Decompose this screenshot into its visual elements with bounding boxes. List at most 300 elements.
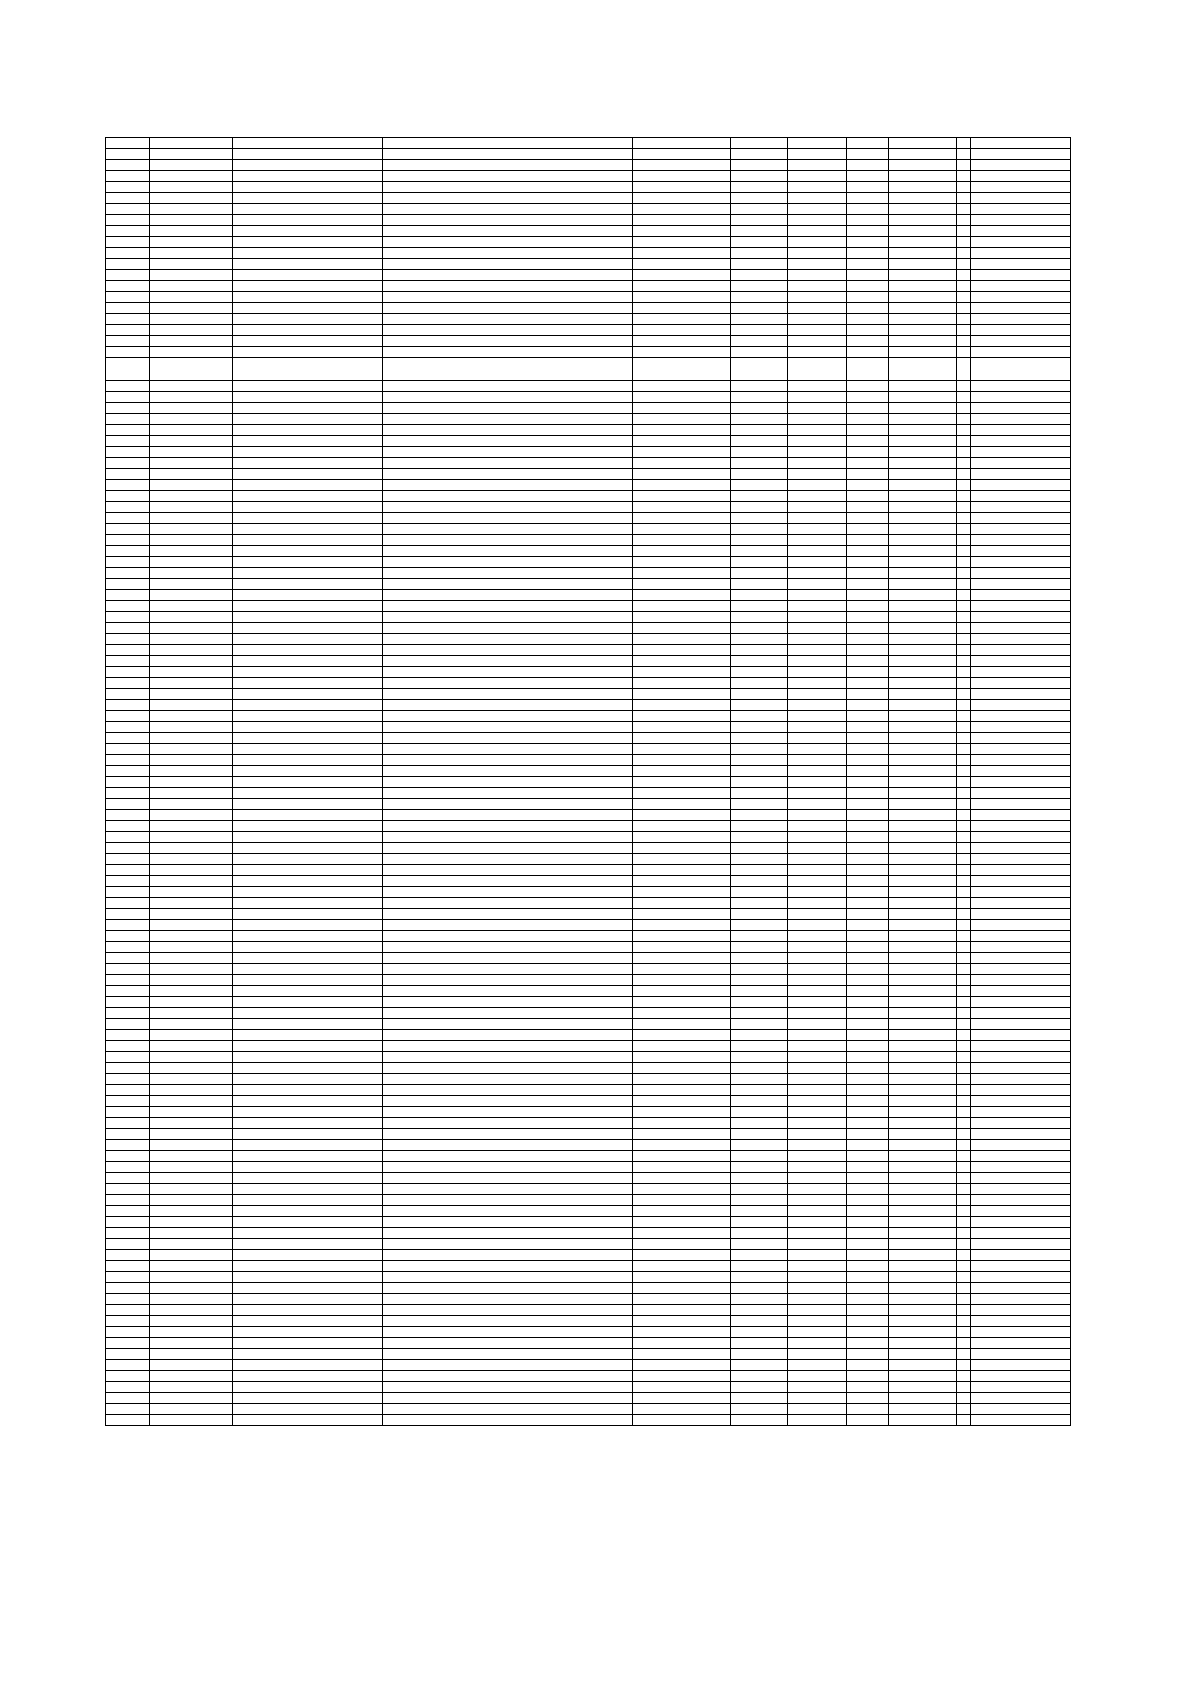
cell-c11 xyxy=(971,865,1071,876)
cell-c3 xyxy=(233,1338,383,1349)
table-row xyxy=(106,281,1071,292)
cell-c3 xyxy=(233,689,383,700)
cell-c11 xyxy=(971,237,1071,248)
cell-c1 xyxy=(106,1074,150,1085)
cell-c11 xyxy=(971,215,1071,226)
cell-c2 xyxy=(150,733,233,744)
cell-c6 xyxy=(731,1030,788,1041)
cell-c1 xyxy=(106,1250,150,1261)
cell-c4 xyxy=(383,138,633,149)
cell-c8 xyxy=(847,1052,889,1063)
cell-c4 xyxy=(383,788,633,799)
cell-c9 xyxy=(889,1107,957,1118)
cell-c4 xyxy=(383,1162,633,1173)
cell-c6 xyxy=(731,215,788,226)
cell-c10 xyxy=(957,766,971,777)
cell-c5 xyxy=(633,314,731,325)
cell-c5 xyxy=(633,403,731,414)
cell-c2 xyxy=(150,325,233,336)
cell-c7 xyxy=(788,425,847,436)
cell-c5 xyxy=(633,502,731,513)
cell-c11 xyxy=(971,1217,1071,1228)
cell-c5 xyxy=(633,182,731,193)
cell-c10 xyxy=(957,1371,971,1382)
cell-c10 xyxy=(957,248,971,259)
cell-c11 xyxy=(971,1294,1071,1305)
cell-c10 xyxy=(957,226,971,237)
cell-c5 xyxy=(633,722,731,733)
cell-c2 xyxy=(150,865,233,876)
cell-c1 xyxy=(106,325,150,336)
cell-c10 xyxy=(957,920,971,931)
cell-c9 xyxy=(889,546,957,557)
cell-c1 xyxy=(106,1283,150,1294)
cell-c9 xyxy=(889,491,957,502)
cell-c10 xyxy=(957,601,971,612)
cell-c4 xyxy=(383,865,633,876)
cell-c3 xyxy=(233,1151,383,1162)
cell-c1 xyxy=(106,535,150,546)
table-row xyxy=(106,865,1071,876)
cell-c8 xyxy=(847,810,889,821)
cell-c4 xyxy=(383,656,633,667)
cell-c4 xyxy=(383,513,633,524)
cell-c3 xyxy=(233,1206,383,1217)
cell-c5 xyxy=(633,1316,731,1327)
cell-c11 xyxy=(971,755,1071,766)
cell-c11 xyxy=(971,1096,1071,1107)
cell-c4 xyxy=(383,237,633,248)
cell-c3 xyxy=(233,1173,383,1184)
cell-c5 xyxy=(633,204,731,215)
table-row xyxy=(106,777,1071,788)
table-row xyxy=(106,138,1071,149)
cell-c4 xyxy=(383,226,633,237)
cell-c9 xyxy=(889,336,957,347)
cell-c6 xyxy=(731,568,788,579)
cell-c6 xyxy=(731,358,788,381)
cell-c2 xyxy=(150,1052,233,1063)
cell-c3 xyxy=(233,392,383,403)
cell-c3 xyxy=(233,810,383,821)
table-row xyxy=(106,909,1071,920)
cell-c9 xyxy=(889,1140,957,1151)
cell-c2 xyxy=(150,1239,233,1250)
table-row xyxy=(106,325,1071,336)
cell-c9 xyxy=(889,381,957,392)
cell-c3 xyxy=(233,1184,383,1195)
cell-c5 xyxy=(633,469,731,480)
cell-c4 xyxy=(383,821,633,832)
cell-c1 xyxy=(106,964,150,975)
cell-c2 xyxy=(150,568,233,579)
table-row xyxy=(106,491,1071,502)
cell-c3 xyxy=(233,1217,383,1228)
cell-c4 xyxy=(383,458,633,469)
cell-c5 xyxy=(633,1371,731,1382)
cell-c6 xyxy=(731,964,788,975)
cell-c5 xyxy=(633,733,731,744)
table-row xyxy=(106,248,1071,259)
cell-c5 xyxy=(633,347,731,358)
cell-c5 xyxy=(633,1305,731,1316)
cell-c7 xyxy=(788,1151,847,1162)
cell-c3 xyxy=(233,1250,383,1261)
cell-c7 xyxy=(788,1283,847,1294)
cell-c1 xyxy=(106,1195,150,1206)
cell-c5 xyxy=(633,865,731,876)
cell-c7 xyxy=(788,1129,847,1140)
cell-c8 xyxy=(847,799,889,810)
cell-c2 xyxy=(150,347,233,358)
cell-c11 xyxy=(971,1261,1071,1272)
cell-c4 xyxy=(383,469,633,480)
cell-c8 xyxy=(847,392,889,403)
cell-c9 xyxy=(889,832,957,843)
cell-c10 xyxy=(957,425,971,436)
cell-c1 xyxy=(106,623,150,634)
cell-c5 xyxy=(633,1228,731,1239)
cell-c10 xyxy=(957,634,971,645)
cell-c11 xyxy=(971,1052,1071,1063)
cell-c6 xyxy=(731,876,788,887)
cell-c9 xyxy=(889,1272,957,1283)
cell-c8 xyxy=(847,1030,889,1041)
cell-c8 xyxy=(847,303,889,314)
cell-c3 xyxy=(233,425,383,436)
cell-c4 xyxy=(383,325,633,336)
cell-c11 xyxy=(971,292,1071,303)
cell-c5 xyxy=(633,975,731,986)
cell-c3 xyxy=(233,204,383,215)
table-row xyxy=(106,204,1071,215)
cell-c6 xyxy=(731,1294,788,1305)
cell-c4 xyxy=(383,744,633,755)
cell-c8 xyxy=(847,557,889,568)
cell-c11 xyxy=(971,491,1071,502)
cell-c11 xyxy=(971,744,1071,755)
cell-c1 xyxy=(106,777,150,788)
cell-c3 xyxy=(233,557,383,568)
cell-c5 xyxy=(633,1195,731,1206)
cell-c8 xyxy=(847,182,889,193)
cell-c9 xyxy=(889,689,957,700)
cell-c8 xyxy=(847,314,889,325)
cell-c5 xyxy=(633,458,731,469)
table-row xyxy=(106,590,1071,601)
cell-c10 xyxy=(957,414,971,425)
cell-c11 xyxy=(971,942,1071,953)
cell-c5 xyxy=(633,1096,731,1107)
cell-c2 xyxy=(150,204,233,215)
cell-c5 xyxy=(633,667,731,678)
cell-c9 xyxy=(889,1371,957,1382)
cell-c9 xyxy=(889,711,957,722)
cell-c7 xyxy=(788,535,847,546)
cell-c7 xyxy=(788,458,847,469)
cell-c10 xyxy=(957,193,971,204)
cell-c4 xyxy=(383,920,633,931)
cell-c4 xyxy=(383,215,633,226)
cell-c11 xyxy=(971,568,1071,579)
cell-c11 xyxy=(971,854,1071,865)
cell-c2 xyxy=(150,744,233,755)
cell-c5 xyxy=(633,1151,731,1162)
cell-c2 xyxy=(150,788,233,799)
cell-c1 xyxy=(106,1349,150,1360)
cell-c6 xyxy=(731,314,788,325)
cell-c10 xyxy=(957,931,971,942)
cell-c10 xyxy=(957,1283,971,1294)
cell-c2 xyxy=(150,381,233,392)
cell-c9 xyxy=(889,920,957,931)
cell-c7 xyxy=(788,579,847,590)
cell-c5 xyxy=(633,876,731,887)
cell-c4 xyxy=(383,711,633,722)
cell-c1 xyxy=(106,259,150,270)
cell-c10 xyxy=(957,557,971,568)
cell-c9 xyxy=(889,667,957,678)
cell-c8 xyxy=(847,843,889,854)
table-row xyxy=(106,1239,1071,1250)
cell-c2 xyxy=(150,1206,233,1217)
cell-c7 xyxy=(788,1338,847,1349)
cell-c11 xyxy=(971,193,1071,204)
table-row xyxy=(106,1129,1071,1140)
cell-c2 xyxy=(150,557,233,568)
cell-c7 xyxy=(788,997,847,1008)
cell-c5 xyxy=(633,1206,731,1217)
cell-c7 xyxy=(788,193,847,204)
cell-c11 xyxy=(971,931,1071,942)
cell-c7 xyxy=(788,480,847,491)
cell-c2 xyxy=(150,1404,233,1415)
cell-c11 xyxy=(971,1382,1071,1393)
cell-c4 xyxy=(383,314,633,325)
cell-c7 xyxy=(788,160,847,171)
cell-c10 xyxy=(957,1272,971,1283)
cell-c3 xyxy=(233,1371,383,1382)
cell-c5 xyxy=(633,358,731,381)
cell-c2 xyxy=(150,447,233,458)
cell-c5 xyxy=(633,568,731,579)
cell-c2 xyxy=(150,414,233,425)
cell-c5 xyxy=(633,414,731,425)
cell-c7 xyxy=(788,392,847,403)
cell-c6 xyxy=(731,160,788,171)
cell-c3 xyxy=(233,491,383,502)
cell-c11 xyxy=(971,898,1071,909)
cell-c4 xyxy=(383,193,633,204)
cell-c11 xyxy=(971,336,1071,347)
cell-c7 xyxy=(788,358,847,381)
cell-c7 xyxy=(788,1019,847,1030)
cell-c5 xyxy=(633,1129,731,1140)
cell-c1 xyxy=(106,1129,150,1140)
cell-c6 xyxy=(731,821,788,832)
cell-c9 xyxy=(889,997,957,1008)
cell-c1 xyxy=(106,193,150,204)
cell-c6 xyxy=(731,182,788,193)
table-row xyxy=(106,1041,1071,1052)
cell-c5 xyxy=(633,1415,731,1426)
cell-c1 xyxy=(106,689,150,700)
cell-c8 xyxy=(847,766,889,777)
cell-c11 xyxy=(971,1019,1071,1030)
cell-c10 xyxy=(957,788,971,799)
cell-c2 xyxy=(150,1371,233,1382)
cell-c4 xyxy=(383,623,633,634)
cell-c10 xyxy=(957,1316,971,1327)
cell-c5 xyxy=(633,689,731,700)
table-row xyxy=(106,1195,1071,1206)
cell-c4 xyxy=(383,1041,633,1052)
cell-c3 xyxy=(233,138,383,149)
cell-c11 xyxy=(971,975,1071,986)
cell-c6 xyxy=(731,414,788,425)
cell-c11 xyxy=(971,270,1071,281)
cell-c5 xyxy=(633,381,731,392)
cell-c8 xyxy=(847,469,889,480)
table-row xyxy=(106,193,1071,204)
cell-c3 xyxy=(233,281,383,292)
cell-c11 xyxy=(971,623,1071,634)
cell-c3 xyxy=(233,535,383,546)
cell-c10 xyxy=(957,1228,971,1239)
cell-c1 xyxy=(106,248,150,259)
cell-c4 xyxy=(383,1206,633,1217)
cell-c4 xyxy=(383,502,633,513)
cell-c4 xyxy=(383,546,633,557)
cell-c3 xyxy=(233,259,383,270)
cell-c7 xyxy=(788,403,847,414)
cell-c8 xyxy=(847,1261,889,1272)
cell-c11 xyxy=(971,997,1071,1008)
table-row xyxy=(106,436,1071,447)
table-row xyxy=(106,1338,1071,1349)
cell-c4 xyxy=(383,986,633,997)
cell-c3 xyxy=(233,480,383,491)
cell-c6 xyxy=(731,336,788,347)
cell-c8 xyxy=(847,645,889,656)
cell-c1 xyxy=(106,766,150,777)
cell-c5 xyxy=(633,645,731,656)
cell-c10 xyxy=(957,502,971,513)
table-row xyxy=(106,1030,1071,1041)
cell-c1 xyxy=(106,1206,150,1217)
cell-c6 xyxy=(731,953,788,964)
cell-c1 xyxy=(106,1382,150,1393)
cell-c1 xyxy=(106,601,150,612)
cell-c10 xyxy=(957,358,971,381)
cell-c6 xyxy=(731,1085,788,1096)
cell-c2 xyxy=(150,1195,233,1206)
cell-c1 xyxy=(106,436,150,447)
cell-c7 xyxy=(788,667,847,678)
cell-c9 xyxy=(889,909,957,920)
cell-c1 xyxy=(106,425,150,436)
cell-c8 xyxy=(847,997,889,1008)
cell-c3 xyxy=(233,920,383,931)
cell-c6 xyxy=(731,975,788,986)
cell-c2 xyxy=(150,1349,233,1360)
cell-c3 xyxy=(233,579,383,590)
cell-c6 xyxy=(731,700,788,711)
cell-c8 xyxy=(847,447,889,458)
cell-c5 xyxy=(633,1063,731,1074)
cell-c7 xyxy=(788,722,847,733)
cell-c1 xyxy=(106,1261,150,1272)
cell-c7 xyxy=(788,986,847,997)
cell-c2 xyxy=(150,634,233,645)
cell-c3 xyxy=(233,590,383,601)
cell-c4 xyxy=(383,1415,633,1426)
cell-c9 xyxy=(889,645,957,656)
cell-c8 xyxy=(847,898,889,909)
cell-c7 xyxy=(788,1184,847,1195)
cell-c7 xyxy=(788,678,847,689)
cell-c9 xyxy=(889,513,957,524)
cell-c6 xyxy=(731,303,788,314)
cell-c7 xyxy=(788,281,847,292)
cell-c7 xyxy=(788,303,847,314)
cell-c4 xyxy=(383,447,633,458)
cell-c11 xyxy=(971,1239,1071,1250)
cell-c8 xyxy=(847,248,889,259)
cell-c1 xyxy=(106,722,150,733)
cell-c7 xyxy=(788,138,847,149)
cell-c6 xyxy=(731,347,788,358)
data-table xyxy=(105,137,1071,1426)
cell-c9 xyxy=(889,403,957,414)
cell-c2 xyxy=(150,1107,233,1118)
table-row xyxy=(106,1184,1071,1195)
cell-c5 xyxy=(633,777,731,788)
cell-c2 xyxy=(150,656,233,667)
cell-c7 xyxy=(788,1316,847,1327)
cell-c6 xyxy=(731,447,788,458)
cell-c6 xyxy=(731,259,788,270)
cell-c8 xyxy=(847,292,889,303)
cell-c8 xyxy=(847,777,889,788)
cell-c7 xyxy=(788,1228,847,1239)
table-row xyxy=(106,1151,1071,1162)
cell-c3 xyxy=(233,601,383,612)
cell-c8 xyxy=(847,215,889,226)
cell-c4 xyxy=(383,942,633,953)
cell-c7 xyxy=(788,182,847,193)
cell-c1 xyxy=(106,1008,150,1019)
cell-c10 xyxy=(957,1162,971,1173)
cell-c5 xyxy=(633,700,731,711)
cell-c6 xyxy=(731,149,788,160)
table-row xyxy=(106,171,1071,182)
cell-c4 xyxy=(383,579,633,590)
cell-c11 xyxy=(971,281,1071,292)
cell-c8 xyxy=(847,149,889,160)
cell-c2 xyxy=(150,336,233,347)
cell-c10 xyxy=(957,667,971,678)
cell-c10 xyxy=(957,1052,971,1063)
cell-c8 xyxy=(847,1239,889,1250)
cell-c5 xyxy=(633,281,731,292)
cell-c5 xyxy=(633,480,731,491)
cell-c4 xyxy=(383,480,633,491)
table-row xyxy=(106,1305,1071,1316)
cell-c8 xyxy=(847,535,889,546)
cell-c1 xyxy=(106,656,150,667)
cell-c7 xyxy=(788,1393,847,1404)
